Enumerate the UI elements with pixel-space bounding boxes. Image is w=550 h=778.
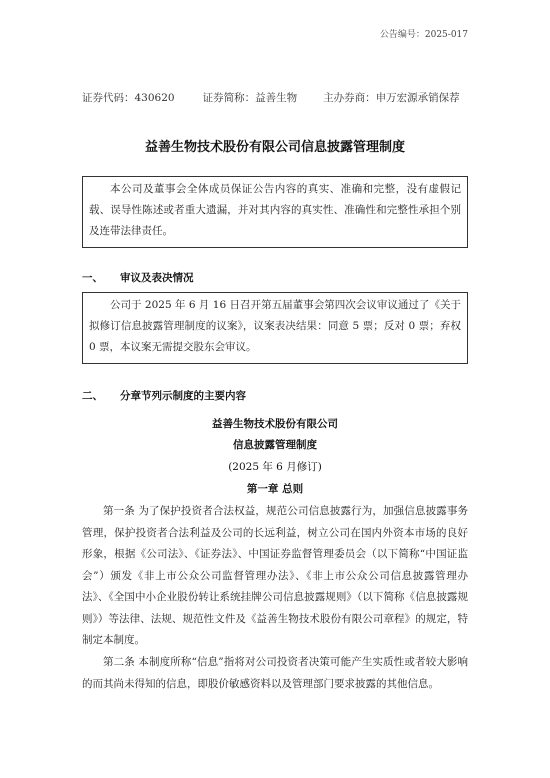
- notice-number: 公告编号：2025-017: [379, 30, 468, 40]
- document-title: 益善生物技术股份有限公司信息披露管理制度: [144, 140, 405, 155]
- section-2-number: 二、: [82, 390, 103, 402]
- section-2-title: 分章节列示制度的主要内容: [120, 390, 246, 402]
- section-2-heading: [82, 388, 246, 403]
- rules-company-name: 益善生物技术股份有限公司: [212, 418, 338, 430]
- section-1-heading: [82, 270, 194, 285]
- stock-code: 证券代码：430620: [82, 92, 175, 104]
- section-1-title: 审议及表决情况: [120, 272, 194, 284]
- stock-name: 证券简称：益善生物: [202, 92, 298, 104]
- review-text: 公司于 2025 年 6 月 16 日召开第五届董事会第四次会议审议通过了《关于拟修订信息披露管理制度的议案》，议案表决结果：同意 5 票；反对 0 票；弃权 0 票，本议案无需提交股东会审议。: [89, 299, 461, 353]
- article-2: [82, 652, 468, 695]
- disclaimer-box: [82, 176, 468, 248]
- rules-name: 信息披露管理制度: [233, 439, 317, 451]
- disclaimer-text: 本公司及董事会全体成员保证公告内容的真实、准确和完整，没有虚假记载、误导性陈述或者重大遗漏，并对其内容的真实性、准确性和完整性承担个别及连带法律责任。: [89, 183, 461, 237]
- article-2-text: 第二条 本制度所称“信息”指将对公司投资者决策可能产生实质性或者较大影响的而其尚未得知的信息，即股价敏感资料以及管理部门要求披露的其他信息。: [82, 656, 468, 690]
- article-1-text: 第一条 为了保护投资者合法权益，规范公司信息披露行为，加强信息披露事务管理，保护投资者合法利益及公司的长远利益，树立公司在国内外资本市场的良好形象，根据《公司法》、《证券法》、中国证券监督管理委员会（以下简称“中国证监会”）颁发《非上市公众公司监督管理办法》、《非上市公众公司信息披露管理办法》、《全国中小企业股份转让系统挂牌公司信息披露规则》（以下简称《信息披露规则》）等法律、法规、规范性文件及《益善生物技术股份有限公司章程》的规定，特制定本制度。: [82, 505, 468, 646]
- chapter-1-heading: 第一章 总则: [246, 483, 304, 495]
- article-1: [82, 501, 468, 652]
- review-box: [82, 292, 468, 364]
- security-info-line: [82, 90, 468, 105]
- rules-revision: (2025 年 6 月修订): [228, 461, 322, 473]
- sponsor-broker: 主办券商：申万宏源承销保荐: [323, 92, 460, 104]
- section-1-number: 一、: [82, 272, 103, 284]
